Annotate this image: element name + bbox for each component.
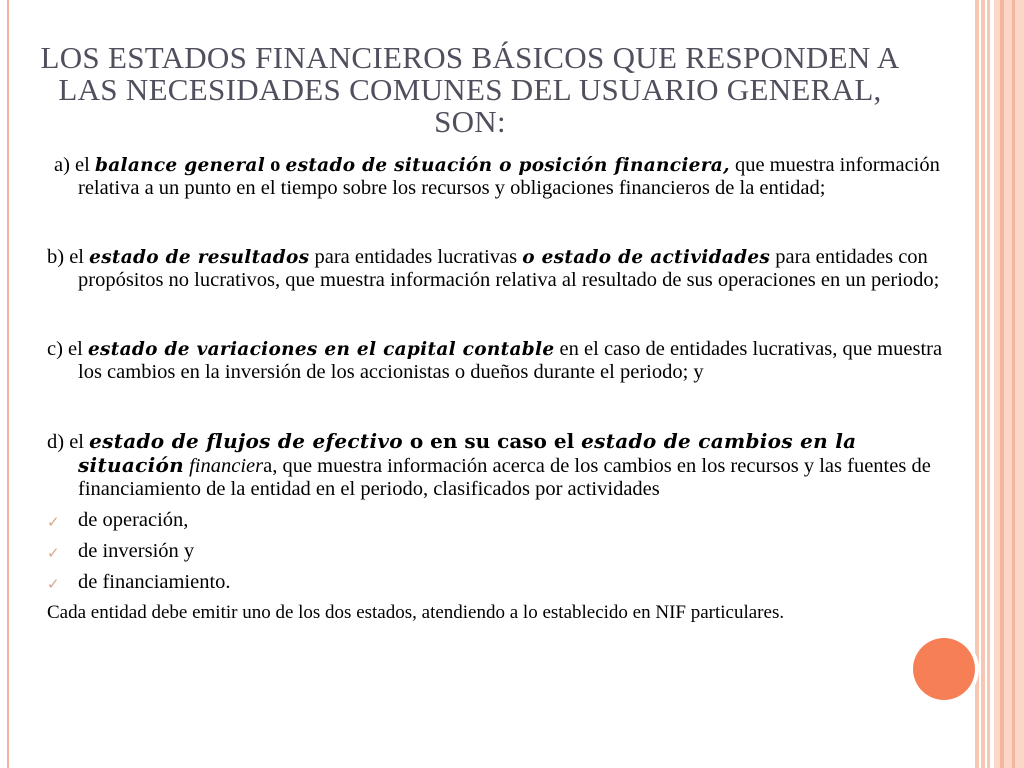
item-d-text: a, que muestra información acerca de los cambios en los recursos y las fuentes de financiamiento de la entidad en el periodo, clasificados por actividades <box>78 455 931 500</box>
slide-body <box>47 154 967 624</box>
item-a <box>47 154 967 200</box>
item-b-text: para entidades con propósitos no lucrativos, que muestra información relativa al resultado de sus operaciones en un periodo; <box>78 246 940 291</box>
item-d-term2: estado de cambios en la situación <box>78 429 857 477</box>
item-d <box>47 430 967 501</box>
item-b-term1: estado de resultados <box>89 247 310 268</box>
decor-stripe <box>1012 0 1015 768</box>
decor-circle <box>913 638 975 700</box>
item-c-prefix: c) el <box>47 338 88 360</box>
bullet-text: de operación, <box>78 509 189 531</box>
item-a-term1: balance general <box>94 155 266 176</box>
item-b-prefix: b) el <box>47 246 90 268</box>
closing-note: Cada entidad debe emitir uno de los dos estados, atendiendo a lo establecido en NIF particulares. <box>47 602 785 623</box>
item-b-connector: para entidades lucrativas <box>309 246 523 268</box>
decor-stripe <box>987 0 990 768</box>
left-border-line <box>7 0 9 768</box>
item-b <box>47 246 967 292</box>
bullet-text: de financiamiento. <box>78 571 231 593</box>
item-d-connector: o en su caso el <box>402 429 582 453</box>
bullet-item <box>47 509 967 532</box>
item-d-term1: estado de flujos de efectivo <box>89 429 403 453</box>
decor-stripe <box>975 0 979 768</box>
item-a-prefix: a) el <box>54 154 95 176</box>
bullet-item <box>47 540 967 563</box>
checkmark-icon: ✓ <box>47 544 60 562</box>
decor-stripe <box>1000 0 1004 768</box>
item-c-term1: estado de variaciones en el capital contable <box>87 339 555 360</box>
item-a-term2: estado de situación o posición financiera, <box>285 155 730 176</box>
checkmark-icon: ✓ <box>47 575 60 593</box>
item-b-term2: o estado de actividades <box>522 247 771 268</box>
decor-stripe <box>981 0 985 768</box>
bullet-item <box>47 571 967 594</box>
slide-title: LOS ESTADOS FINANCIEROS BÁSICOS QUE RESPONDEN A LAS NECESIDADES COMUNES DEL USUARIO GENERAL, SON: <box>40 40 900 139</box>
decor-stripe-wide <box>994 0 1024 768</box>
item-a-connector: o <box>265 154 286 176</box>
checkmark-icon: ✓ <box>47 513 60 531</box>
item-c <box>47 338 967 384</box>
item-c-text: en el caso de entidades lucrativas, que muestra los cambios en la inversión de los accionistas o dueños durante el periodo; y <box>78 338 943 383</box>
item-d-prefix: d) el <box>47 431 90 453</box>
item-d-term3: financier <box>183 455 264 477</box>
item-a-text: que muestra información relativa a un punto en el tiempo sobre los recursos y obligaciones financieros de la entidad; <box>78 154 940 199</box>
bullet-text: de inversión y <box>78 540 195 562</box>
